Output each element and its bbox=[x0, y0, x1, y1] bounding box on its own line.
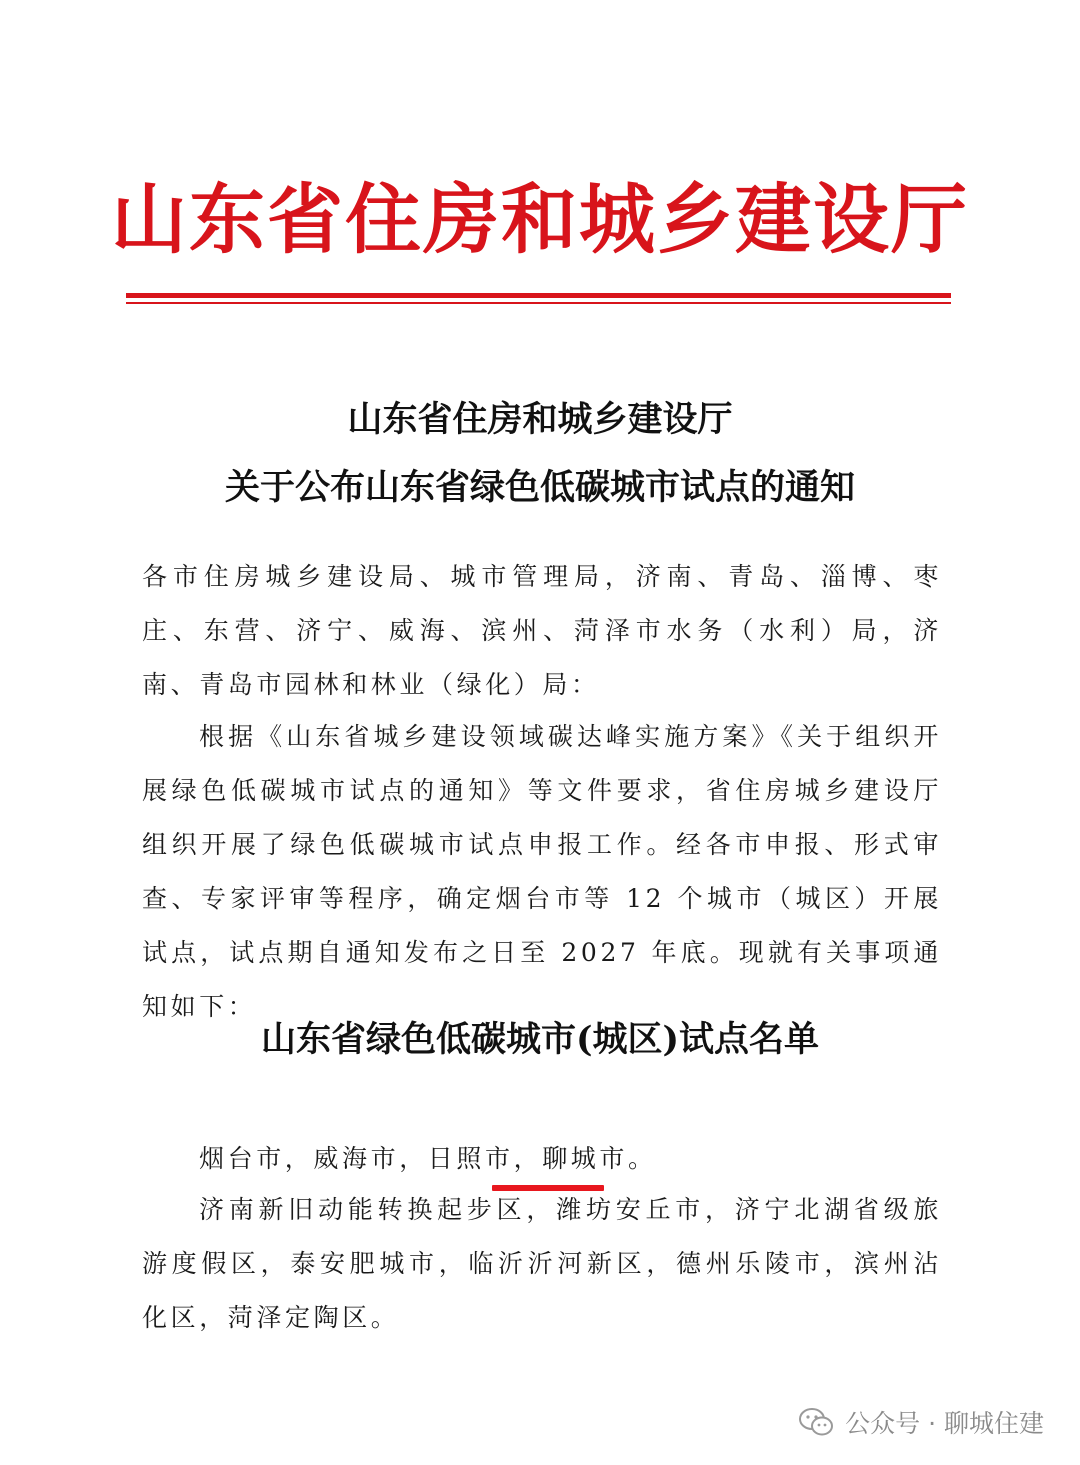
notice-title-line2: 关于公布山东省绿色低碳城市试点的通知 bbox=[224, 467, 855, 508]
pilot-list-title: 山东省绿色低碳城市(城区)试点名单 bbox=[260, 1019, 820, 1060]
header-red-rule-thick bbox=[126, 293, 951, 298]
pilot-cities: 烟台市，威海市，日照市，聊城市。 bbox=[199, 1144, 657, 1173]
addressee-paragraph: 各市住房城乡建设局、城市管理局，济南、青岛、淄博、枣庄、东营、济宁、威海、滨州、菏泽市水务（水利）局，济南、青岛市园林和林业（绿化）局： bbox=[142, 562, 942, 699]
watermark bbox=[799, 1404, 1044, 1440]
pilot-districts: 济南新旧动能转换起步区，潍坊安丘市，济宁北湖省级旅游度假区，泰安肥城市，临沂沂河新区，德州乐陵市，滨州沾化区，菏泽定陶区。 bbox=[142, 1195, 942, 1332]
wechat-icon bbox=[799, 1407, 833, 1437]
issuing-authority-header: 山东省住房和城乡建设厅 bbox=[111, 175, 969, 264]
notice-title-line1: 山东省住房和城乡建设厅 bbox=[347, 399, 733, 440]
body-paragraph: 根据《山东省城乡建设领域碳达峰实施方案》《关于组织开展绿色低碳城市试点的通知》等文件要求，省住房城乡建设厅组织开展了绿色低碳城市试点申报工作。经各市申报、形式审查、专家评审等程序，确定烟台市等 12 个城市（城区）开展试点，试点期自通知发布之日至 2027 年底。现就有关事项通知如下： bbox=[142, 722, 942, 1021]
watermark-text: 公众号 · 聊城住建 bbox=[845, 1409, 1044, 1438]
header-red-rule-thin bbox=[126, 302, 951, 304]
